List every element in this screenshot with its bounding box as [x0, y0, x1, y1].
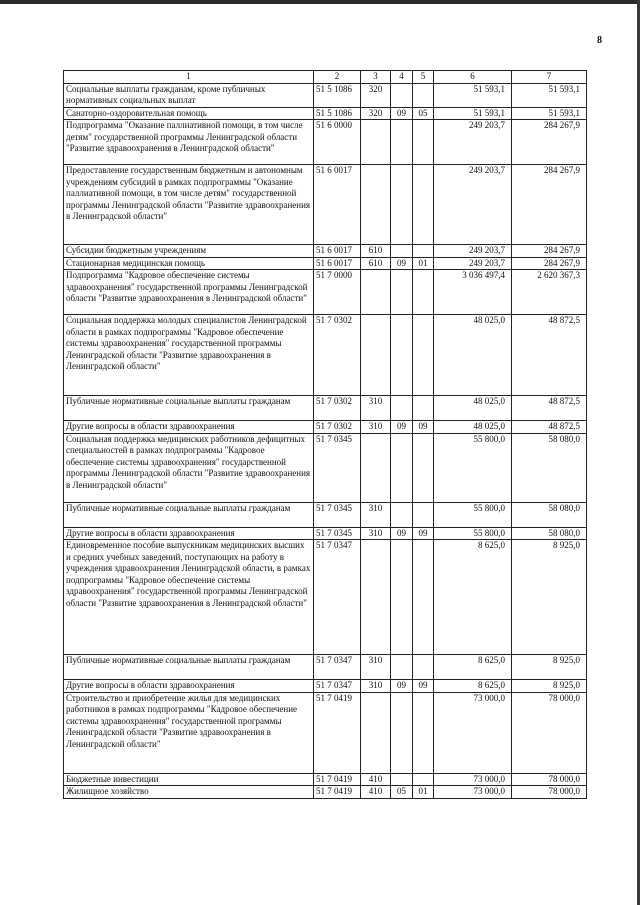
target-code: 51 7 0302 — [314, 421, 361, 434]
header-row — [64, 71, 587, 84]
amount-year-2: 78 000,0 — [512, 773, 587, 786]
table-row — [64, 165, 587, 245]
subsection: 09 — [413, 527, 434, 540]
amount-year-1: 3 036 497,4 — [434, 270, 512, 315]
row-name: Социальная поддержка медицинских работников дефицитных специальностей в рамках подпрограммы "Кадровое обеспечение системы здравоохранения" государственной программы Ленинградской области "Развитие здравоохранения в Ленинградской области" — [64, 433, 314, 502]
expense-type — [361, 165, 391, 245]
amount-year-2: 8 925,0 — [512, 540, 587, 655]
row-name: Предоставление государственным бюджетным и автономным учреждениям субсидий в рамках подпрограммы "Оказание паллиативной помощи, в том числе детям" государственной программы Ленинградской области "Развитие здравоохранения в Ленинградской области" — [64, 165, 314, 245]
header-cell: 3 — [361, 71, 391, 84]
amount-year-2: 58 080,0 — [512, 433, 587, 502]
amount-year-1: 249 203,7 — [434, 120, 512, 165]
section: 09 — [391, 257, 413, 270]
row-name: Подпрограмма "Оказание паллиативной помощи, в том числе детям" государственной программы Ленинградской области "Развитие здравоохранения в Ленинградской области" — [64, 120, 314, 165]
amount-year-1: 73 000,0 — [434, 786, 512, 799]
section — [391, 315, 413, 396]
expense-type: 310 — [361, 527, 391, 540]
amount-year-1: 55 800,0 — [434, 433, 512, 502]
target-code: 51 7 0000 — [314, 270, 361, 315]
amount-year-2: 48 872,5 — [512, 421, 587, 434]
table-row — [64, 315, 587, 396]
table-row — [64, 433, 587, 502]
amount-year-2: 48 872,5 — [512, 396, 587, 421]
amount-year-1: 249 203,7 — [434, 165, 512, 245]
subsection — [413, 502, 434, 527]
subsection — [413, 245, 434, 258]
section: 09 — [391, 421, 413, 434]
expense-type: 310 — [361, 680, 391, 693]
amount-year-1: 48 025,0 — [434, 315, 512, 396]
table-row — [64, 692, 587, 773]
expense-type — [361, 540, 391, 655]
row-name: Другие вопросы в области здравоохранения — [64, 421, 314, 434]
expense-type: 320 — [361, 83, 391, 107]
table-row — [64, 680, 587, 693]
amount-year-1: 249 203,7 — [434, 245, 512, 258]
subsection: 09 — [413, 421, 434, 434]
row-name: Стационарная медицинская помощь — [64, 257, 314, 270]
target-code: 51 7 0345 — [314, 502, 361, 527]
scan-border-top — [0, 0, 640, 4]
target-code: 51 7 0347 — [314, 540, 361, 655]
expense-type — [361, 315, 391, 396]
section — [391, 655, 413, 680]
expense-type: 310 — [361, 502, 391, 527]
amount-year-1: 51 593,1 — [434, 83, 512, 107]
target-code: 51 7 0302 — [314, 315, 361, 396]
row-name: Единовременное пособие выпускникам медицинских высших и средних учебных заведений, поступающих на работу в учреждения здравоохранения Ленинградской области, в рамках подпрограммы "Кадровое обеспечение системы здравоохранения" государственной программы Ленинградской области "Развитие здравоохранения в Ленинградской области" — [64, 540, 314, 655]
header-cell: 6 — [434, 71, 512, 84]
section — [391, 120, 413, 165]
section — [391, 433, 413, 502]
amount-year-1: 48 025,0 — [434, 396, 512, 421]
row-name: Другие вопросы в области здравоохранения — [64, 680, 314, 693]
section — [391, 540, 413, 655]
header-cell: 1 — [64, 71, 314, 84]
target-code: 51 7 0419 — [314, 786, 361, 799]
row-name: Публичные нормативные социальные выплаты гражданам — [64, 502, 314, 527]
amount-year-2: 284 267,9 — [512, 257, 587, 270]
target-code: 51 7 0345 — [314, 527, 361, 540]
subsection — [413, 83, 434, 107]
expense-type: 320 — [361, 107, 391, 120]
budget-table — [63, 70, 587, 799]
target-code: 51 5 1086 — [314, 83, 361, 107]
amount-year-1: 55 800,0 — [434, 527, 512, 540]
table-row — [64, 120, 587, 165]
expense-type: 610 — [361, 257, 391, 270]
table-row — [64, 655, 587, 680]
amount-year-1: 8 625,0 — [434, 655, 512, 680]
expense-type — [361, 692, 391, 773]
expense-type: 410 — [361, 786, 391, 799]
table-row — [64, 107, 587, 120]
expense-type — [361, 433, 391, 502]
table-body — [64, 83, 587, 798]
row-name: Санаторно-оздоровительная помощь — [64, 107, 314, 120]
header-cell: 4 — [391, 71, 413, 84]
target-code: 51 7 0347 — [314, 655, 361, 680]
amount-year-1: 249 203,7 — [434, 257, 512, 270]
amount-year-2: 58 080,0 — [512, 502, 587, 527]
amount-year-2: 284 267,9 — [512, 120, 587, 165]
expense-type: 310 — [361, 655, 391, 680]
subsection: 05 — [413, 107, 434, 120]
target-code: 51 7 0419 — [314, 773, 361, 786]
section — [391, 83, 413, 107]
target-code: 51 6 0000 — [314, 120, 361, 165]
section — [391, 396, 413, 421]
row-name: Публичные нормативные социальные выплаты гражданам — [64, 655, 314, 680]
table-row — [64, 421, 587, 434]
expense-type — [361, 120, 391, 165]
expense-type: 410 — [361, 773, 391, 786]
row-name: Другие вопросы в области здравоохранения — [64, 527, 314, 540]
target-code: 51 6 0017 — [314, 257, 361, 270]
page-number: 8 — [597, 35, 602, 46]
amount-year-1: 55 800,0 — [434, 502, 512, 527]
subsection — [413, 692, 434, 773]
amount-year-1: 73 000,0 — [434, 773, 512, 786]
target-code: 51 5 1086 — [314, 107, 361, 120]
table-row — [64, 83, 587, 107]
expense-type: 310 — [361, 421, 391, 434]
table-row — [64, 257, 587, 270]
subsection — [413, 433, 434, 502]
header-cell: 2 — [314, 71, 361, 84]
target-code: 51 7 0302 — [314, 396, 361, 421]
table-row — [64, 527, 587, 540]
subsection: 01 — [413, 257, 434, 270]
table-row — [64, 270, 587, 315]
header-cell: 5 — [413, 71, 434, 84]
row-name: Публичные нормативные социальные выплаты гражданам — [64, 396, 314, 421]
subsection — [413, 396, 434, 421]
amount-year-2: 51 593,1 — [512, 83, 587, 107]
expense-type — [361, 270, 391, 315]
subsection: 09 — [413, 680, 434, 693]
amount-year-2: 58 080,0 — [512, 527, 587, 540]
amount-year-1: 8 625,0 — [434, 680, 512, 693]
subsection — [413, 120, 434, 165]
target-code: 51 7 0347 — [314, 680, 361, 693]
amount-year-2: 78 000,0 — [512, 692, 587, 773]
subsection — [413, 270, 434, 315]
subsection — [413, 540, 434, 655]
amount-year-2: 78 000,0 — [512, 786, 587, 799]
amount-year-2: 8 925,0 — [512, 655, 587, 680]
row-name: Подпрограмма "Кадровое обеспечение системы здравоохранения" государственной программы Ленинградской области "Развитие здравоохранения в Ленинградской области" — [64, 270, 314, 315]
table-row — [64, 786, 587, 799]
header-cell: 7 — [512, 71, 587, 84]
expense-type: 310 — [361, 396, 391, 421]
row-name: Субсидии бюджетным учреждениям — [64, 245, 314, 258]
target-code: 51 7 0419 — [314, 692, 361, 773]
section — [391, 165, 413, 245]
amount-year-2: 284 267,9 — [512, 165, 587, 245]
target-code: 51 7 0345 — [314, 433, 361, 502]
amount-year-2: 48 872,5 — [512, 315, 587, 396]
amount-year-1: 48 025,0 — [434, 421, 512, 434]
table-row — [64, 245, 587, 258]
row-name: Социальные выплаты гражданам, кроме публичных нормативных социальных выплат — [64, 83, 314, 107]
subsection — [413, 315, 434, 396]
target-code: 51 6 0017 — [314, 245, 361, 258]
section — [391, 245, 413, 258]
table-row — [64, 502, 587, 527]
amount-year-2: 8 925,0 — [512, 680, 587, 693]
section — [391, 773, 413, 786]
subsection — [413, 655, 434, 680]
row-name: Строительство и приобретение жилья для медицинских работников в рамках подпрограммы "Кадровое обеспечение системы здравоохранения" государственной программы Ленинградской области "Развитие здравоохранения в Ленинградской области" — [64, 692, 314, 773]
row-name: Бюджетные инвестиции — [64, 773, 314, 786]
subsection — [413, 773, 434, 786]
row-name: Жилищное хозяйство — [64, 786, 314, 799]
section: 09 — [391, 680, 413, 693]
row-name: Социальная поддержка молодых специалистов Ленинградской области в рамках подпрограммы "Кадровое обеспечение системы здравоохранения" государственной программы Ленинградской области "Развитие здравоохранения в Ленинградской области" — [64, 315, 314, 396]
section: 05 — [391, 786, 413, 799]
amount-year-2: 51 593,1 — [512, 107, 587, 120]
amount-year-2: 2 620 367,3 — [512, 270, 587, 315]
target-code: 51 6 0017 — [314, 165, 361, 245]
subsection: 01 — [413, 786, 434, 799]
section — [391, 502, 413, 527]
subsection — [413, 165, 434, 245]
section — [391, 692, 413, 773]
amount-year-1: 73 000,0 — [434, 692, 512, 773]
amount-year-2: 284 267,9 — [512, 245, 587, 258]
table-row — [64, 540, 587, 655]
section: 09 — [391, 107, 413, 120]
amount-year-1: 8 625,0 — [434, 540, 512, 655]
section — [391, 270, 413, 315]
table-row — [64, 773, 587, 786]
table-row — [64, 396, 587, 421]
expense-type: 610 — [361, 245, 391, 258]
amount-year-1: 51 593,1 — [434, 107, 512, 120]
section: 09 — [391, 527, 413, 540]
